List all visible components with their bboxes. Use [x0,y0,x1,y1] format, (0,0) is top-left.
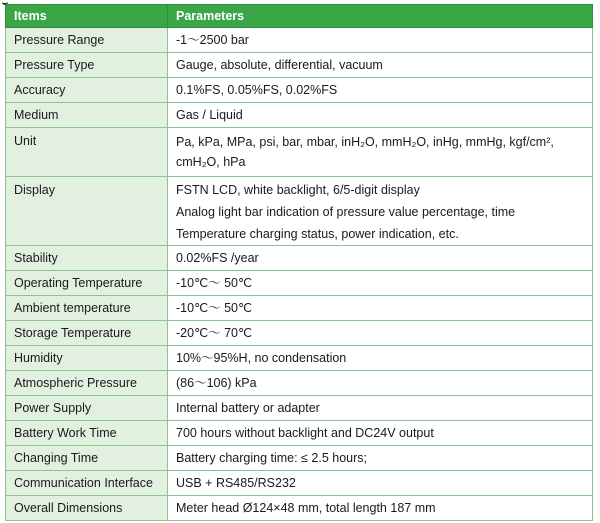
table-row [6,346,593,371]
row-item-label: Atmospheric Pressure [6,371,168,396]
row-item-label: Ambient temperature [6,296,168,321]
row-item-label: Humidity [6,346,168,371]
display-line-1: FSTN LCD, white backlight, 6/5-digit display [176,183,420,197]
row-parameter-value: (86～106) kPa [168,371,593,396]
table-row [6,421,593,446]
table-row [6,103,593,128]
table-row [6,321,593,346]
unit-line-1: Pa, kPa, MPa, psi, bar, mbar, inH₂O, mmH₂O, inHg, mmHg, kgf/cm², [176,135,554,149]
row-parameter-value: -10℃～ 50℃ [168,296,593,321]
table-row [6,396,593,421]
row-item-label: Changing Time [6,446,168,471]
row-parameter-value: Gauge, absolute, differential, vacuum [168,53,593,78]
row-parameter-value: Battery charging time: ≤ 2.5 hours; [168,446,593,471]
row-parameter-value: -10℃～ 50℃ [168,271,593,296]
display-line-2: Analog light bar indication of pressure value percentage, time [176,205,516,219]
row-parameter-value: 0.1%FS, 0.05%FS, 0.02%FS [168,78,593,103]
row-item-label: Storage Temperature [6,321,168,346]
row-item-label: Overall Dimensions [6,496,168,521]
table-row [6,296,593,321]
row-item-label: Unit [6,128,168,177]
row-parameter-value: -1～2500 bar [168,28,593,53]
table-row [6,446,593,471]
row-item-label: Battery Work Time [6,421,168,446]
row-item-label: Display [6,177,168,246]
row-item-label: Communication Interface [6,471,168,496]
display-line-3: Temperature charging status, power indication, etc. [176,227,459,241]
row-parameter-value [168,177,593,246]
table-row [6,53,593,78]
table-row [6,496,593,521]
row-item-label: Pressure Range [6,28,168,53]
row-parameter-value: 700 hours without backlight and DC24V output [168,421,593,446]
row-item-label: Accuracy [6,78,168,103]
row-item-label: Medium [6,103,168,128]
table-row [6,177,593,246]
header-parameters: Parameters [168,5,593,28]
row-parameter-value: Internal battery or adapter [168,396,593,421]
specifications-table [5,4,593,521]
unit-line-2: cmH₂O, hPa [176,155,246,169]
row-item-label: Power Supply [6,396,168,421]
row-item-label: Operating Temperature [6,271,168,296]
header-items: Items [6,5,168,28]
row-parameter-value: Meter head Ø124×48 mm, total length 187 mm [168,496,593,521]
table-row [6,246,593,271]
row-parameter-value: -20℃～ 70℃ [168,321,593,346]
table-row [6,78,593,103]
row-item-label: Pressure Type [6,53,168,78]
row-parameter-value [168,128,593,177]
row-parameter-value: Gas / Liquid [168,103,593,128]
table-row [6,128,593,177]
row-item-label: Stability [6,246,168,271]
row-parameter-value: 0.02%FS /year [168,246,593,271]
row-parameter-value: 10%～95%H, no condensation [168,346,593,371]
table-row [6,471,593,496]
table-row [6,271,593,296]
table-row [6,371,593,396]
row-parameter-value: USB + RS485/RS232 [168,471,593,496]
table-header-row [6,5,593,28]
table-row [6,28,593,53]
